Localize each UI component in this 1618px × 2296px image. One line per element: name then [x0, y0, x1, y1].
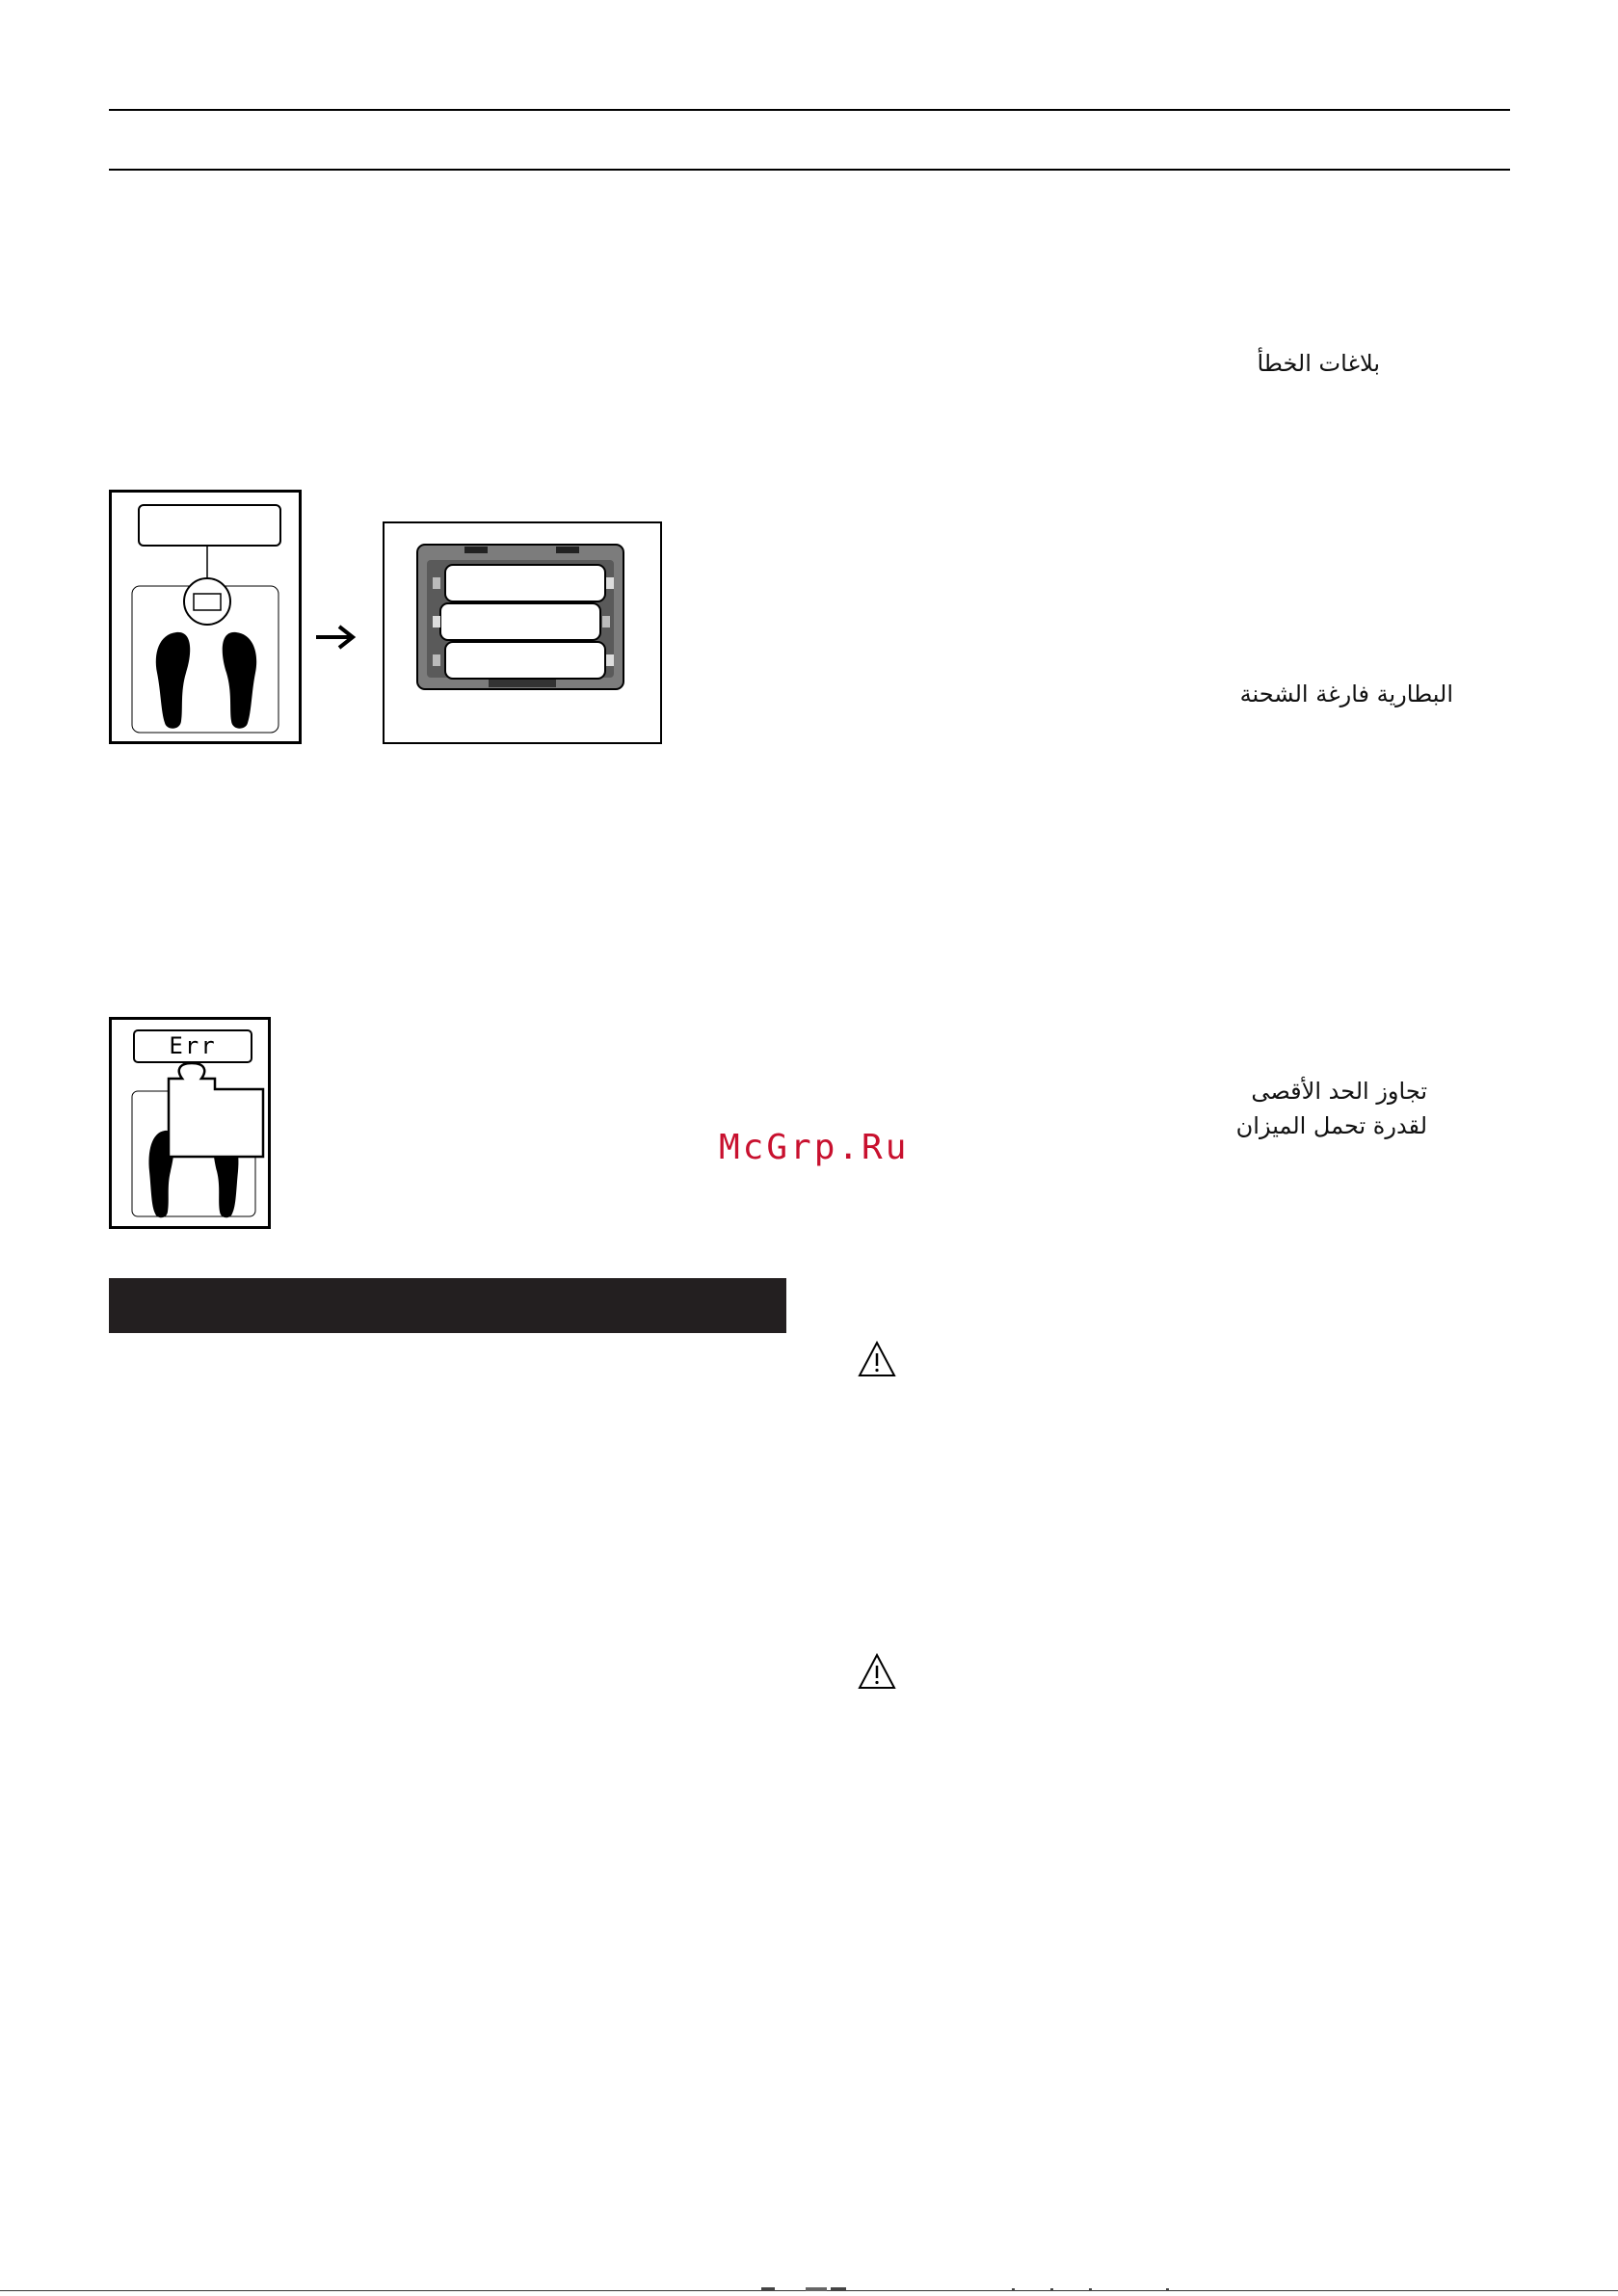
battery-compartment-icon	[383, 521, 662, 744]
warning-triangle-icon	[858, 1340, 896, 1378]
scale-overload-figure	[109, 1017, 271, 1229]
header-rule-bottom	[109, 169, 1510, 171]
scale-illustration	[109, 490, 302, 744]
warning-triangle-icon	[858, 1652, 896, 1691]
section-header-bar	[109, 1278, 786, 1333]
footer-scan-artifact	[761, 2286, 1243, 2292]
error-messages-heading: بلاغات الخطأ	[1257, 350, 1380, 377]
scale-low-battery-figure	[109, 490, 302, 744]
arrow-right-icon	[314, 623, 358, 652]
watermark: McGrp.Ru	[719, 1128, 910, 1167]
header-rule-top	[109, 109, 1510, 111]
battery-empty-label: البطارية فارغة الشحنة	[1239, 681, 1453, 707]
overload-label: تجاوز الحد الأقصى لقدرة تحمل الميزان	[1235, 1078, 1427, 1139]
overload-display-text: Err	[169, 1032, 217, 1059]
